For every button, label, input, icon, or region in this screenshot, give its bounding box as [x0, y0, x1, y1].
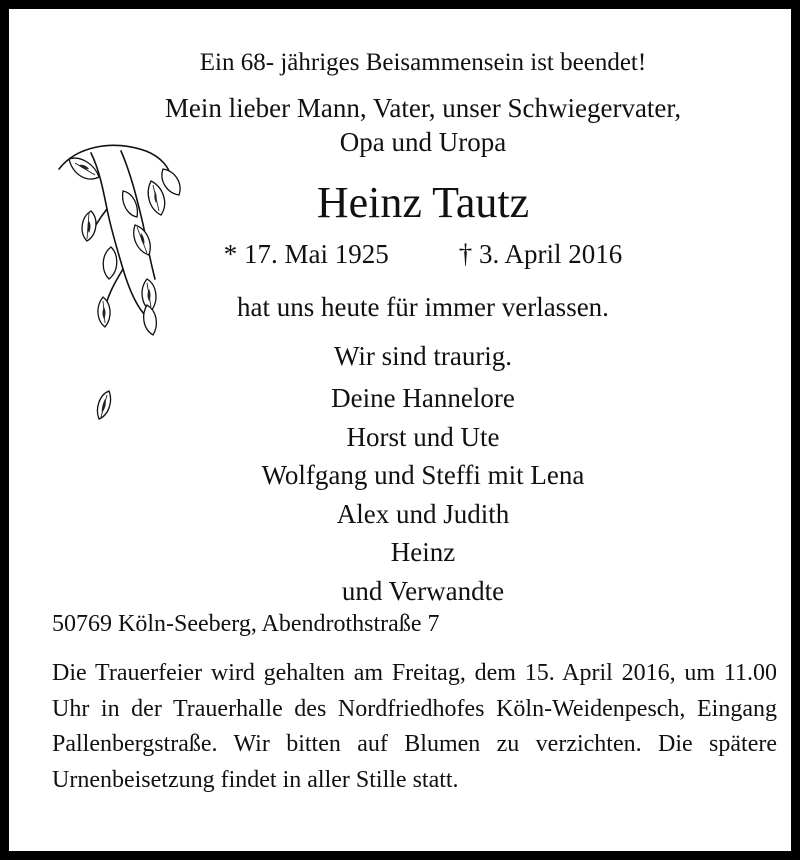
sentiment-line: Wir sind traurig. — [333, 341, 513, 371]
relation-line-2: Opa und Uropa — [339, 127, 507, 157]
passing-message: hat uns heute für immer verlassen. — [237, 292, 609, 322]
intro-line: Ein 68- jähriges Beisammensein ist beendet! — [199, 49, 647, 76]
funeral-notice: Die Trauerfeier wird gehalten am Freitag, dem 15. April 2016, um 11.00 Uhr in der Trauerhalle des Nordfriedhofes Köln-Weidenpesch, Eingang Pallenbergstraße. Wir bitten auf Blumen zu verzichten. Die spätere Urnenbeisetzung findet in aller Stille statt. — [52, 660, 777, 793]
family-member: Deine Hannelore — [331, 383, 515, 413]
family-member: Wolfgang und Steffi mit Lena — [261, 460, 585, 491]
family-member: Alex und Judith — [336, 498, 510, 529]
birth-date: * 17. Mai 1925 — [223, 239, 389, 269]
address: 50769 Köln-Seeberg, Abendrothstraße 7 — [52, 611, 440, 637]
relation-line-1: Mein lieber Mann, Vater, unser Schwiegervater, — [164, 93, 682, 123]
death-date: † 3. April 2016 — [458, 239, 623, 269]
life-dates — [53, 239, 793, 270]
family-member: Heinz — [390, 537, 456, 568]
family-list — [53, 379, 793, 611]
deceased-name: Heinz Tautz — [316, 178, 530, 227]
family-member: und Verwandte — [341, 575, 505, 606]
family-member: Horst und Ute — [346, 421, 500, 452]
